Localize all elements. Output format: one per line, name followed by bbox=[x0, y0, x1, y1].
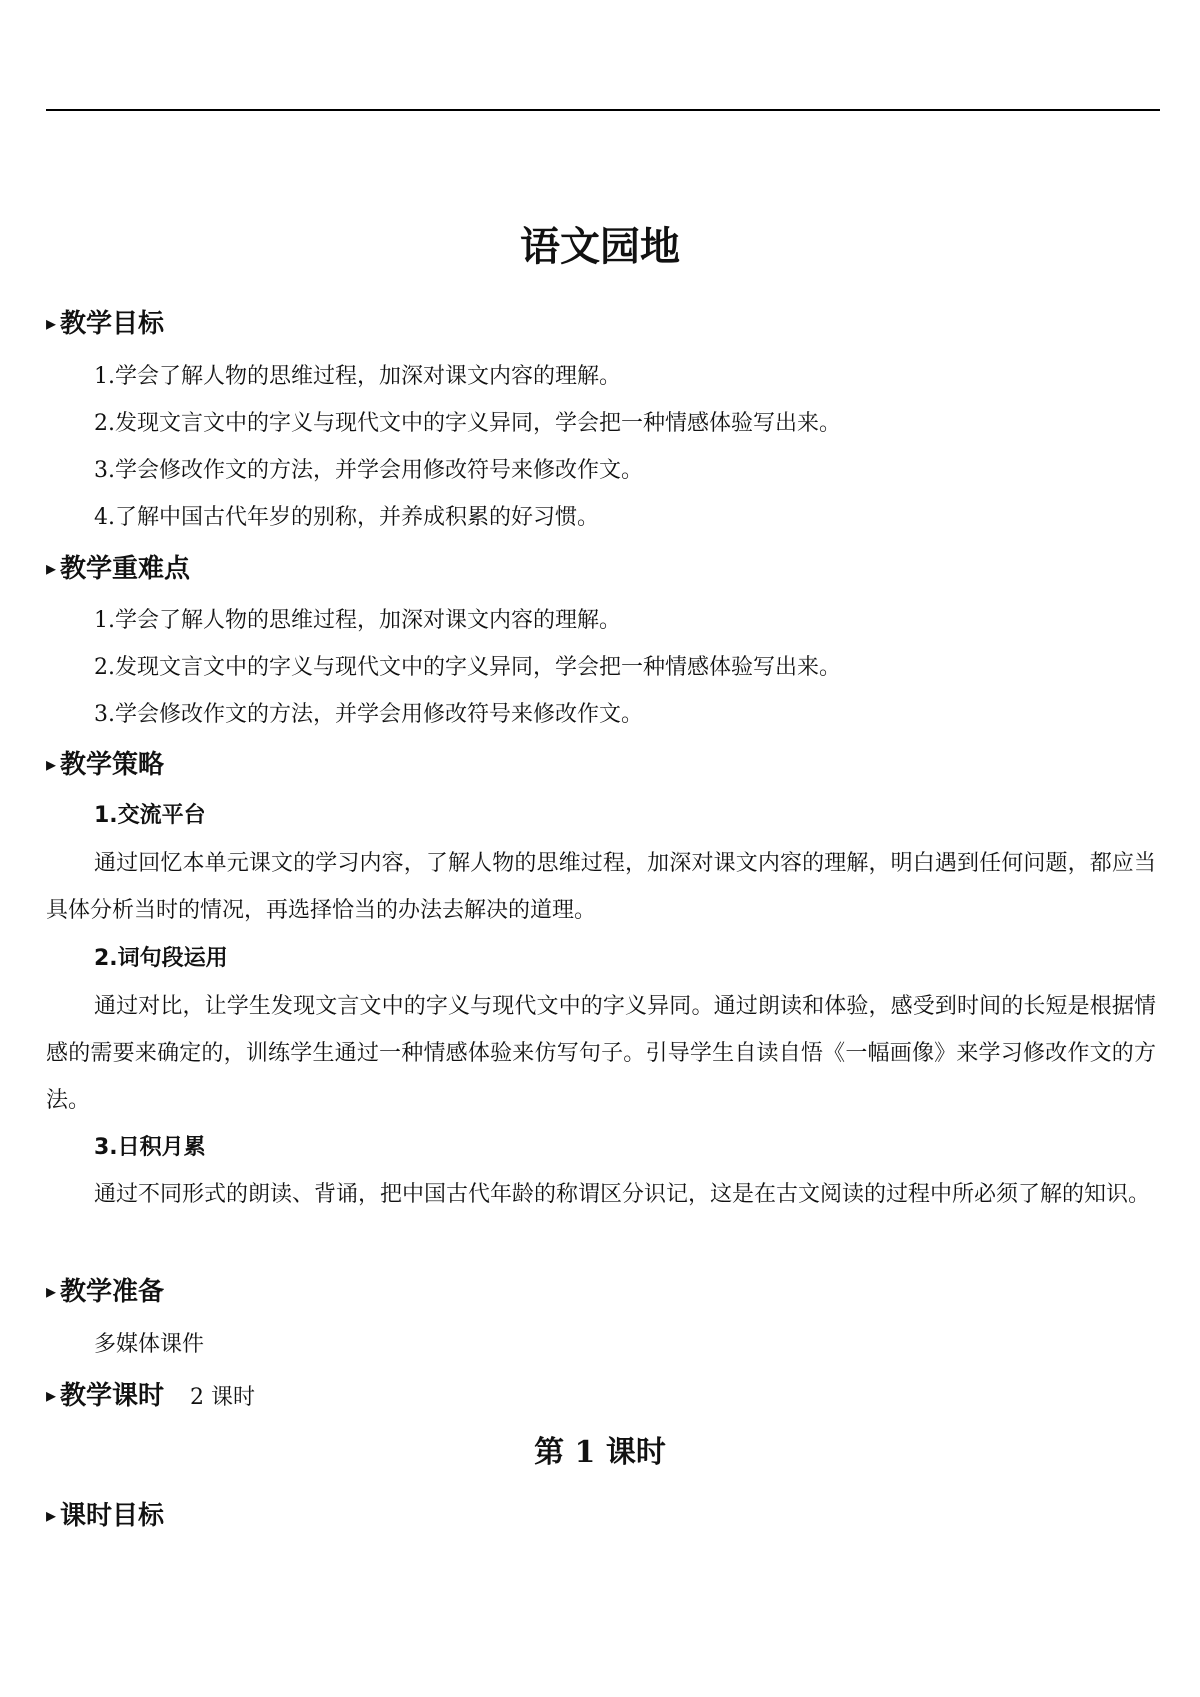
triangle-bullet-icon: ▸ bbox=[46, 1279, 57, 1303]
triangle-bullet-icon: ▸ bbox=[46, 752, 57, 776]
section-heading-hours: ▸ 教学课时 2 课时 bbox=[46, 1378, 255, 1415]
hours-value: 2 课时 bbox=[190, 1385, 256, 1410]
strategy-subheading-1: 1.交流平台 bbox=[94, 803, 206, 828]
section-heading-preparation: ▸ 教学准备 bbox=[46, 1274, 164, 1309]
key-point-item-1: 1.学会了解人物的思维过程，加深对课文内容的理解。 bbox=[94, 608, 621, 633]
key-point-item-3: 3.学会修改作文的方法，并学会用修改符号来修改作文。 bbox=[94, 702, 643, 727]
page-title: 语文园地 bbox=[520, 224, 680, 270]
strategy-subheading-2: 2.词句段运用 bbox=[94, 946, 228, 971]
goal-item-3: 3.学会修改作文的方法，并学会用修改符号来修改作文。 bbox=[94, 458, 643, 483]
goal-item-1: 1.学会了解人物的思维过程，加深对课文内容的理解。 bbox=[94, 364, 621, 389]
triangle-bullet-icon: ▸ bbox=[46, 311, 57, 335]
strategy-paragraph-2: 通过对比，让学生发现文言文中的字义与现代文中的字义异同。通过朗读和体验，感受到时间的长短是根据情感的需要来确定的，训练学生通过一种情感体验来仿写句子。引导学生自读自悟《一幅画像》来学习修改作文的方法。 bbox=[46, 994, 1156, 1113]
strategy-paragraph-1: 通过回忆本单元课文的学习内容，了解人物的思维过程，加深对课文内容的理解，明白遇到任何问题，都应当具体分析当时的情况，再选择恰当的办法去解决的道理。 bbox=[46, 851, 1156, 923]
section-heading-lesson-objectives: ▸ 课时目标 bbox=[46, 1498, 164, 1533]
goal-item-2: 2.发现文言文中的字义与现代文中的字义异同，学会把一种情感体验写出来。 bbox=[94, 411, 841, 436]
triangle-bullet-icon: ▸ bbox=[46, 556, 57, 580]
section-heading-strategy: ▸ 教学策略 bbox=[46, 747, 164, 782]
header-rule bbox=[46, 109, 1160, 111]
strategy-paragraph-3: 通过不同形式的朗读、背诵，把中国古代年龄的称谓区分识记，这是在古文阅读的过程中所必须了解的知识。 bbox=[94, 1182, 1151, 1207]
goal-item-4: 4.了解中国古代年岁的别称，并养成积累的好习惯。 bbox=[94, 505, 599, 530]
section-heading-key-points: ▸ 教学重难点 bbox=[46, 551, 190, 586]
strategy-subheading-3: 3.日积月累 bbox=[94, 1135, 206, 1160]
section-heading-goals: ▸ 教学目标 bbox=[46, 306, 164, 341]
lesson-title: 第 1 课时 bbox=[534, 1435, 666, 1470]
key-point-item-2: 2.发现文言文中的字义与现代文中的字义异同，学会把一种情感体验写出来。 bbox=[94, 655, 841, 680]
triangle-bullet-icon: ▸ bbox=[46, 1383, 57, 1407]
preparation-text: 多媒体课件 bbox=[94, 1332, 205, 1357]
triangle-bullet-icon: ▸ bbox=[46, 1503, 57, 1527]
